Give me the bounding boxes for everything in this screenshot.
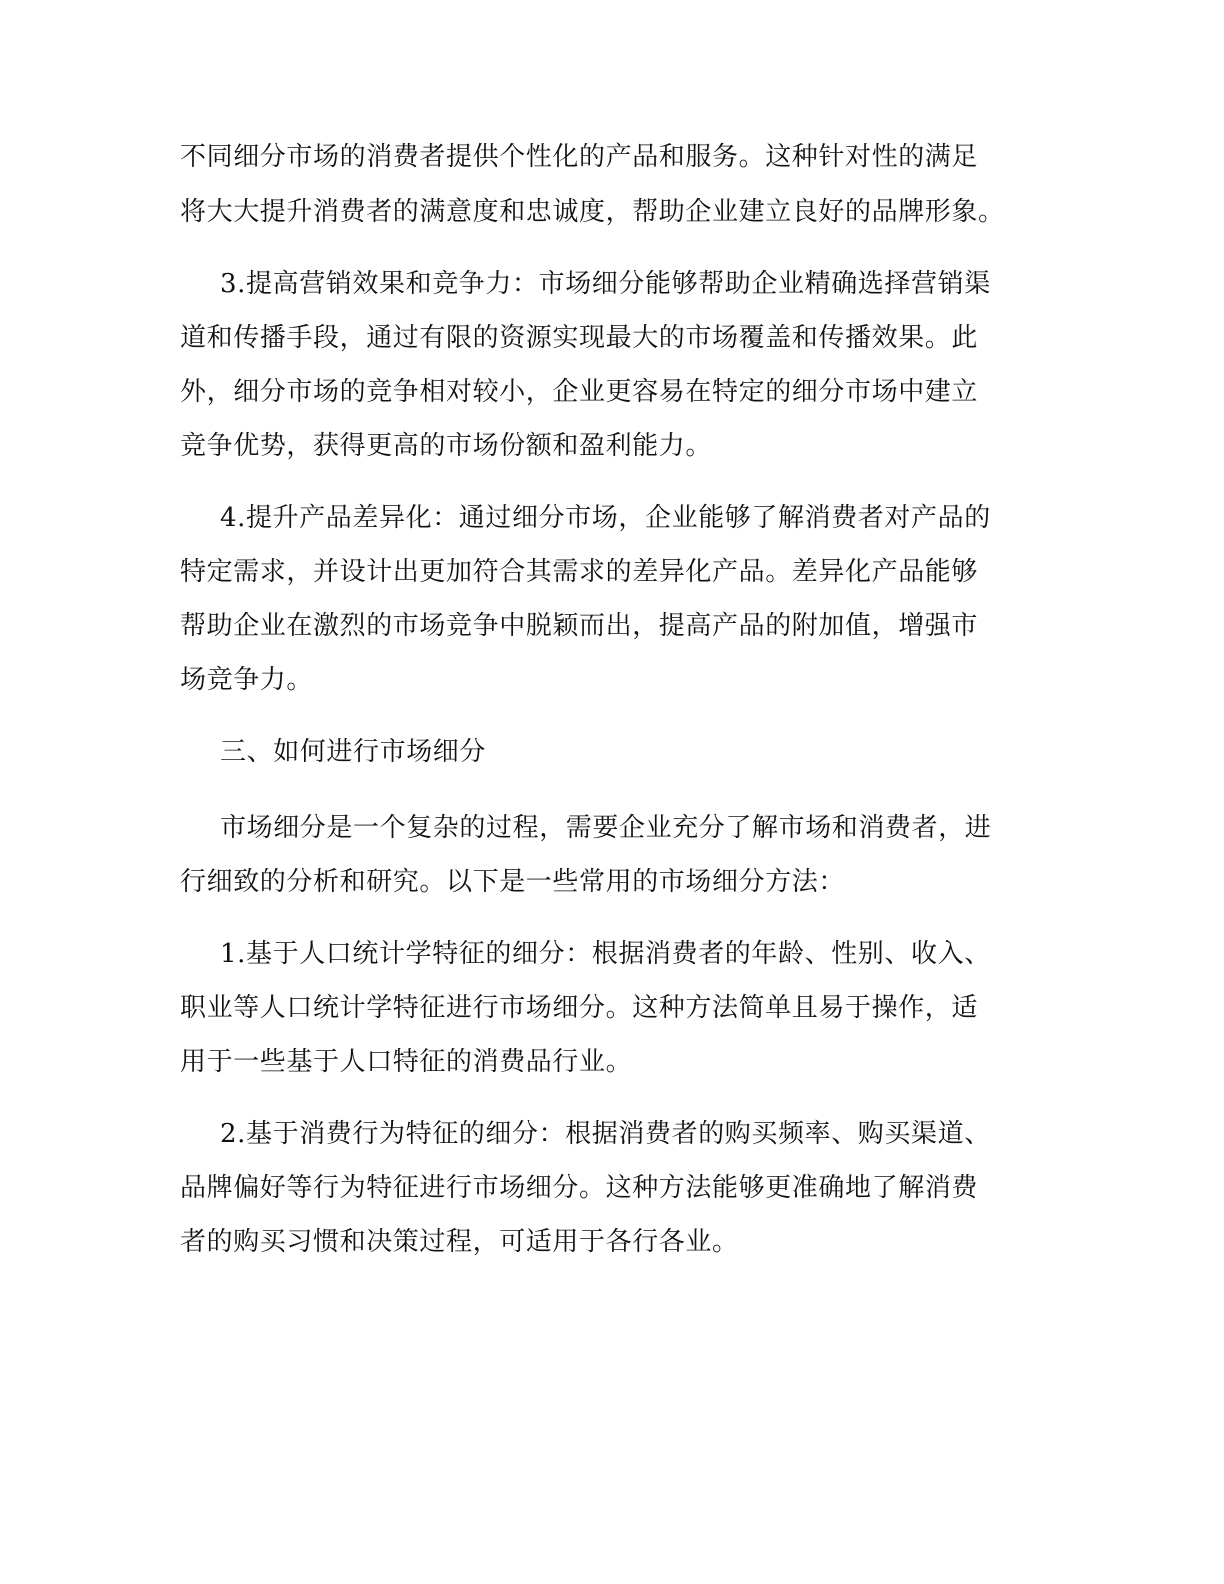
text-line: 3.提高营销效果和竞争力：市场细分能够帮助企业精确选择营销渠: [220, 269, 991, 299]
text-line: 2.基于消费行为特征的细分：根据消费者的购买频率、购买渠道、: [220, 1119, 991, 1149]
text-line: 竞争优势，获得更高的市场份额和盈利能力。: [180, 431, 713, 461]
text-line: 不同细分市场的消费者提供个性化的产品和服务。这种针对性的满足: [180, 142, 979, 172]
text-line: 特定需求，并设计出更加符合其需求的差异化产品。差异化产品能够: [180, 557, 979, 587]
text-line: 将大大提升消费者的满意度和忠诚度，帮助企业建立良好的品牌形象。: [180, 197, 1005, 227]
text-line: 用于一些基于人口特征的消费品行业。: [180, 1047, 633, 1077]
text-line: 者的购买习惯和决策过程，可适用于各行各业。: [180, 1227, 739, 1257]
text-line: 1.基于人口统计学特征的细分：根据消费者的年龄、性别、收入、: [220, 939, 991, 969]
text-line: 行细致的分析和研究。以下是一些常用的市场细分方法：: [180, 867, 846, 897]
section-heading: 三、如何进行市场细分: [220, 737, 487, 767]
text-line: 帮助企业在激烈的市场竞争中脱颖而出，提高产品的附加值，增强市: [180, 611, 979, 641]
text-line: 市场细分是一个复杂的过程，需要企业充分了解市场和消费者，进: [220, 813, 992, 843]
text-line: 外，细分市场的竞争相对较小，企业更容易在特定的细分市场中建立: [180, 377, 979, 407]
text-line: 4.提升产品差异化：通过细分市场，企业能够了解消费者对产品的: [220, 503, 991, 533]
text-line: 场竞争力。: [180, 665, 314, 695]
text-line: 道和传播手段，通过有限的资源实现最大的市场覆盖和传播效果。此: [180, 323, 979, 353]
text-line: 品牌偏好等行为特征进行市场细分。这种方法能够更准确地了解消费: [180, 1173, 979, 1203]
text-line: 职业等人口统计学特征进行市场细分。这种方法简单且易于操作，适: [180, 993, 979, 1023]
